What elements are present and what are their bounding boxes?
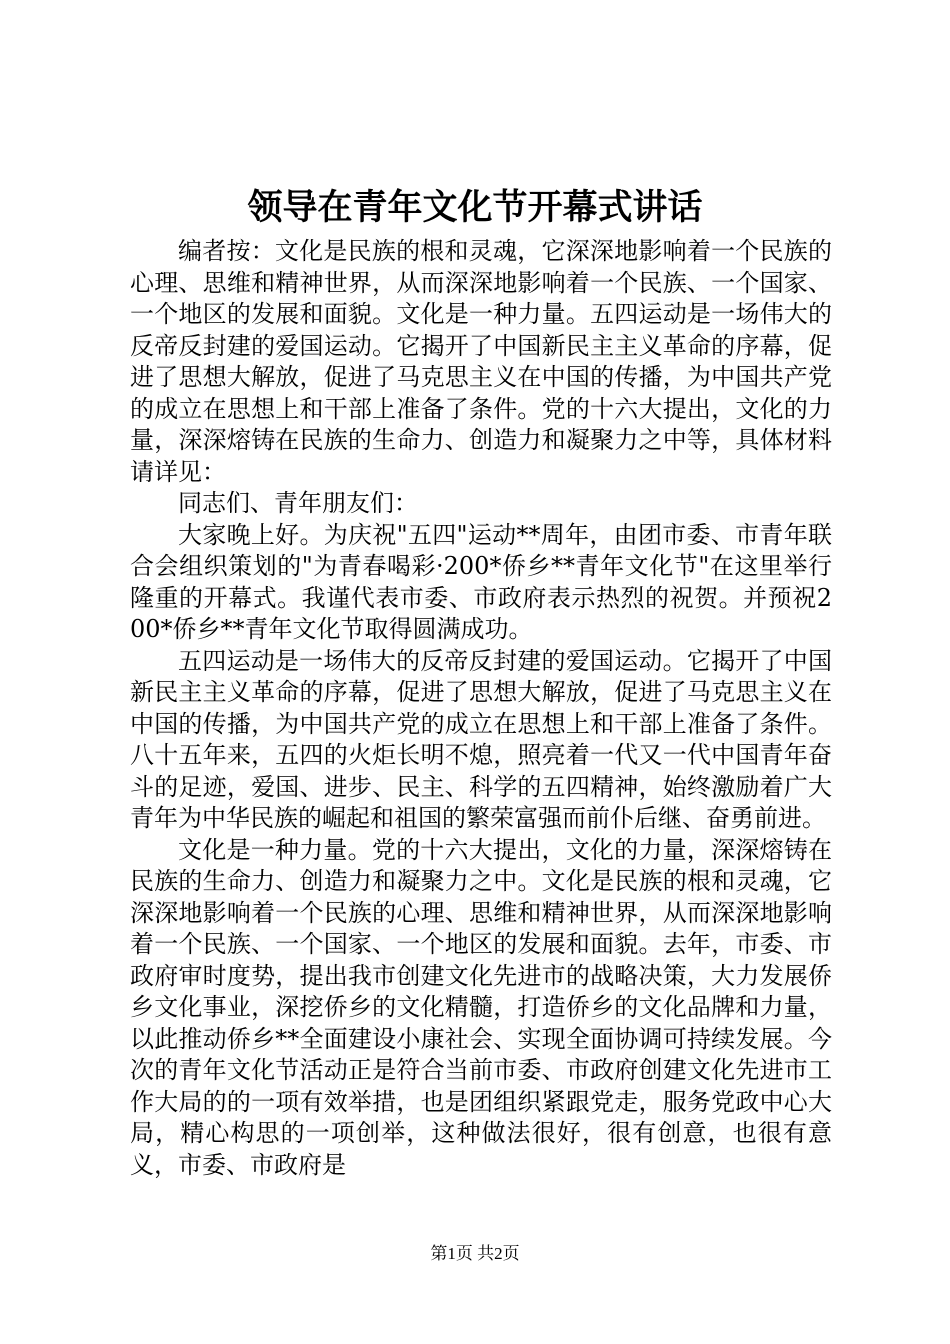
document-title: 领导在青年文化节开幕式讲话 [247, 187, 703, 228]
editor-note-paragraph: 编者按：文化是民族的根和灵魂，它深深地影响着一个民族的心理、思维和精神世界，从而深深地影响着一个民族、一个国家、一个地区的发展和面貌。文化是一种力量。五四运动是一场伟大的反帝反封建的爱国运动。它揭开了中国新民主主义革命的序幕，促进了思想大解放，促进了马克思主义在中国的传播，为中国共产党的成立在思想上和干部上准备了条件。党的十六大提出，文化的力量，深深熔铸在民族的生命力、创造力和凝聚力之中等，具体材料请详见： [130, 237, 832, 486]
may-fourth-paragraph: 五四运动是一场伟大的反帝反封建的爱国运动。它揭开了中国新民主主义革命的序幕，促进了思想大解放，促进了马克思主义在中国的传播，为中国共产党的成立在思想上和干部上准备了条件。八十五年来，五四的火炬长明不熄，照亮着一代又一代中国青年奋斗的足迹，爱国、进步、民主、科学的五四精神，始终激励着广大青年为中华民族的崛起和祖国的繁荣富强而前仆后继、奋勇前进。 [130, 646, 832, 832]
greeting-paragraph: 大家晚上好。为庆祝"五四"运动**周年，由团市委、市青年联合会组织策划的"为青春喝彩·200*侨乡**青年文化节"在这里举行隆重的开幕式。我谨代表市委、市政府表示热烈的祝贺。并预祝200*侨乡**青年文化节取得圆满成功。 [130, 520, 832, 643]
culture-paragraph: 文化是一种力量。党的十六大提出，文化的力量，深深熔铸在民族的生命力、创造力和凝聚力之中。文化是民族的根和灵魂，它深深地影响着一个民族的心理、思维和精神世界，从而深深地影响着一个民族、一个国家、一个地区的发展和面貌。去年，市委、市政府审时度势，提出我市创建文化先进市的战略决策，大力发展侨乡文化事业，深挖侨乡的文化精髓，打造侨乡的文化品牌和力量，以此推动侨乡**全面建设小康社会、实现全面协调可持续发展。今次的青年文化节活动正是符合当前市委、市政府创建文化先进市工作大局的的一项有效举措，也是团组织紧跟党走，服务党政中心大局，精心构思的一项创举，这种做法很好，很有创意，也很有意义，市委、市政府是 [130, 835, 832, 1179]
salutation-paragraph: 同志们、青年朋友们： [178, 489, 418, 517]
page-number-footer: 第1页 共2页 [430, 1244, 520, 1263]
document-body [130, 236, 832, 1181]
